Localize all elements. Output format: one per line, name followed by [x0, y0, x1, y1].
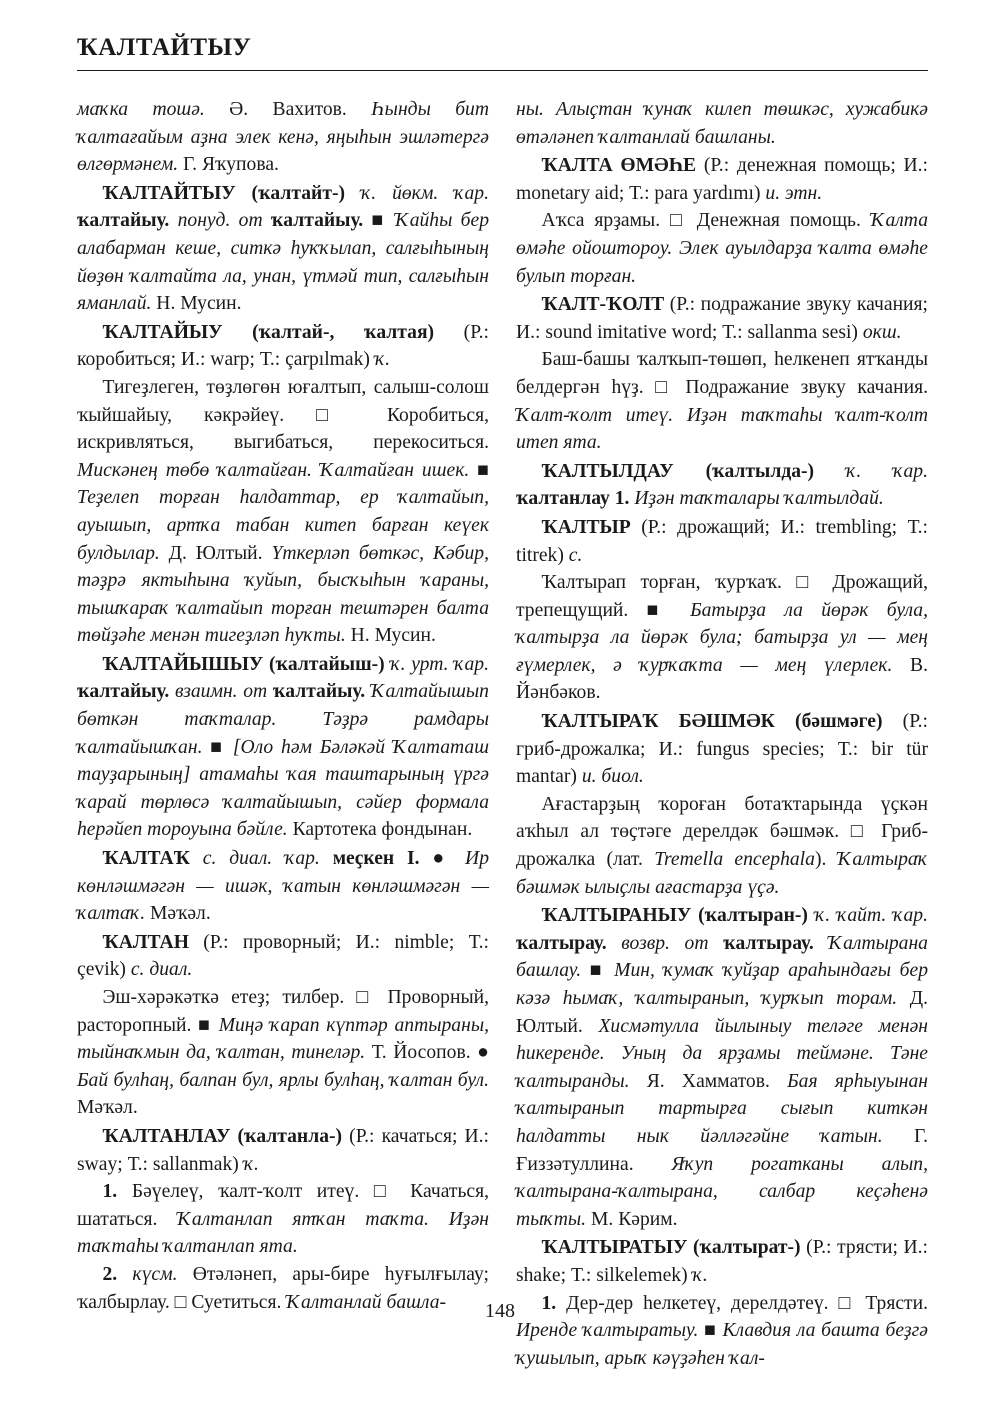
- entry-kaltyr-definition: Ҡалтырап торған, ҡурҡаҡ. □ Дрожащий, трепещущий. ■ Батырҙа ла йөрәк була, ҡалтырҙа ла йөрәк була; батырҙа ул — мең ғүмерлек, ә ҡурҡаҡта — мең үлерлек. В. Йәнбәков.: [516, 572, 928, 704]
- entry-kaltyratyu-sense-1: 1. Дер-дер һелкетеү, дерелдәтеү. □ Трясти. Иренде ҡалтыратыу. ■ Клавдия ла башта беҙгә ҡушылып, арыҡ кәүҙәһен ҡал-: [516, 1292, 928, 1369]
- entry-kaltanlau: ҠАЛТАНЛАУ (ҡалтанла-) (Р.: качаться; И.: sway; Т.: sallanmak) ҡ.: [77, 1125, 489, 1175]
- right-column: [516, 96, 928, 1372]
- entry-kaltayyu: ҠАЛТАЙЫУ (ҡалтай-, ҡалтая) (Р.: коробиться; И.: warp; Т.: çarpılmak) ҡ.: [77, 321, 489, 371]
- entry-kalt-kolt: ҠАЛТ-ҠОЛТ (Р.: подражание звуку качания; И.: sound imitative word; Т.: sallanma sesi) окш.: [516, 294, 928, 343]
- entry-kaltayyu-definition: Тигеҙлеген, төҙлөгөн юғалтып, салыш-солош ҡыйшайыу, кәкрәйеү. □ Коробиться, искривляться, выгибаться, перекоситься. Мискәнең төбө ҡалтайған. Ҡалтайған ишек. ■ Теҙелеп торған һалдаттар, ер ҡалтайып, ауышып, артҡа табан китеп барған кеүек булдылар. Д. Юлтый. Үткерләп бөткәс, Кәбир, тәҙрә яктыһына ҡуйып, бысҡыһын ҡараны, тышҡараҡ ҡалтайып торған тештәрен балта төйҙәһе менән тигеҙләп һуҡты. Н. Мусин.: [77, 376, 490, 647]
- header-rule: [77, 70, 928, 71]
- entry-kaltyratyu: ҠАЛТЫРАТЫУ (ҡалтырат-) (Р.: трясти; И.: shake; Т.: silkelemek) ҡ.: [516, 1237, 928, 1286]
- entry-kaltyldau: ҠАЛТЫЛДАУ (ҡалтылда-) ҡ. ҡар. ҡалтанлау 1. Иҙән таҡталары ҡалтылдай.: [516, 460, 928, 510]
- entry-kaltak: ҠАЛТАҠ с. диал. ҡар. меҫкен I. ● Ир көнләшмәгән — ишәк, ҡатын көнләшмәгән — ҡалтаҡ. Мәҡәл.: [77, 848, 489, 925]
- entry-kaltanlau-sense-1: 1. Бәүелеү, ҡалт-ҡолт итеү. □ Качаться, шататься. Ҡалтанлап ятҡан таҡта. Иҙән таҡтаһы ҡалтанлап ята.: [77, 1181, 489, 1258]
- entry-kaltyrak-beshmek: ҠАЛТЫРАҠ БӘШМӘК (бәшмәге) (Р.: гриб-дрожалка; И.: fungus species; Т.: bir tür mantar) и. биол.: [516, 711, 928, 788]
- entry-kaltyrak-beshmek-definition: Ағастарҙың ҡороған ботаҡтарында үҫкән аҡһыл ал төҫтәге дерелдәк бәшмәк. □ Гриб-дрожалка (лат. Tremella encephala). Ҡалтыраҡ бәшмәк ылыҫлы ағастарҙа үҫә.: [516, 793, 929, 898]
- running-head: ҠАЛТАЙТЫУ: [77, 34, 252, 61]
- entry-continuation: ны. Алыҫтан ҡунаҡ килеп төшкәс, хужабикә өтәләнеп ҡалтанлай башланы.: [516, 99, 928, 148]
- entry-kaltan-definition: Эш-хәрәкәткә етеҙ; тилбер. □ Проворный, расторопный. ■ Миңә ҡарап күптәр аптыраны, тыйнаҡмын да, ҡалтан, тинеләр. Т. Йосопов. ● Бай булһаң, балпан бул, ярлы булһаң, ҡалтан бул. Мәҡәл.: [77, 987, 490, 1119]
- entry-kalta-omehe-definition: Аҡса ярҙамы. □ Денежная помощь. Ҡалта өмәһе ойошторoу. Элек ауылдарҙа ҡалта өмәһе булып торған.: [516, 210, 928, 287]
- entry-kaltanlau-sense-2: 2. күсм. Өтәләнеп, ары-бире һуғылғылау; ҡалбырлау. □ Суетиться. Ҡалтанлай башла-: [77, 1263, 489, 1313]
- entry-continuation: маҡка тошә. Ә. Вахитов. Һынды бит ҡалтағайым аҙна элек кенә, яңыһын эшләтергә өлгөрмәнем. Г. Яҡупова.: [77, 99, 490, 176]
- entry-kaltaytyu: ҠАЛТАЙТЫУ (ҡалтайт-) ҡ. йөкм. ҡар. ҡалтайыу. понуд. от ҡалтайыу. ■ Ҡайһы бер алабарман кеше, ситкә һуҡҡылап, салғыһының йөҙөн ҡалтайта ла, унан, үтмәй тип, салғыһын яманлай. Н. Мусин.: [77, 182, 490, 315]
- entry-kaltyr: ҠАЛТЫР (Р.: дрожащий; И.: trembling; Т.: titrek) с.: [516, 516, 928, 566]
- entry-kaltayyshyu: ҠАЛТАЙЫШЫУ (ҡалтайыш-) ҡ. урт. ҡар. ҡалтайыу. взаимн. от ҡалтайыу. Ҡалтайышып бөткән таҡталар. Тәҙрә рамдары ҡалтайышҡан. ■ [Оло һәм Бәләкәй Ҡалтаташ тауҙарының] атамаһы ҡая таштарының үргә ҡарай төрлөсә ҡалтайышып, сәйер формала һерәйеп тороуына бәйле. Картотека фондынан.: [77, 653, 489, 841]
- page-number: 148: [485, 1300, 515, 1322]
- entry-kaltyranyu: ҠАЛТЫРАНЫУ (ҡалтыран-) ҡ. ҡайт. ҡар. ҡалтырау. возвр. от ҡалтырау. Ҡалтырана башлау. ■ Мин, ҡумаҡ ҡуйҙар араһындағы бер кәзә һымаҡ, ҡалтыранып, ҡурҡып торам. Д. Юлтый. Хисмәтулла йылыныу теләге менән һикерендe. Уның да ярҙамы теймәне. Тәне ҡалтыранды. Я. Хамматов. Бая ярһыуынан ҡалтыранып тартырға сығып киткән һалдатты нык йәлләгәйне ҡатын. Г. Ғиззәтуллина. Яҡуп рогатканы алып, ҡалтырана-ҡалтырана, салбар кеҫәһенә тыҡты. М. Кәрим.: [516, 905, 928, 1230]
- entry-kaltan: ҠАЛТАН (Р.: проворный; И.: nimble; Т.: çevik) с. диал.: [77, 931, 489, 981]
- left-column: [77, 96, 489, 1316]
- entry-kalta-omehe: ҠАЛТА ӨМӘҺЕ (Р.: денежная помощь; И.: monetary aid; Т.: para yardımı) и. этн.: [516, 155, 928, 204]
- entry-kalt-kolt-definition: Баш-башы ҡалҡып-төшөп, һелкенеп ятҡанды белдергән һүҙ. □ Подражание звуку качания. Ҡалт-ҡолт итеү. Иҙән таҡтаһы ҡалт-ҡолт итеп ята.: [516, 349, 928, 454]
